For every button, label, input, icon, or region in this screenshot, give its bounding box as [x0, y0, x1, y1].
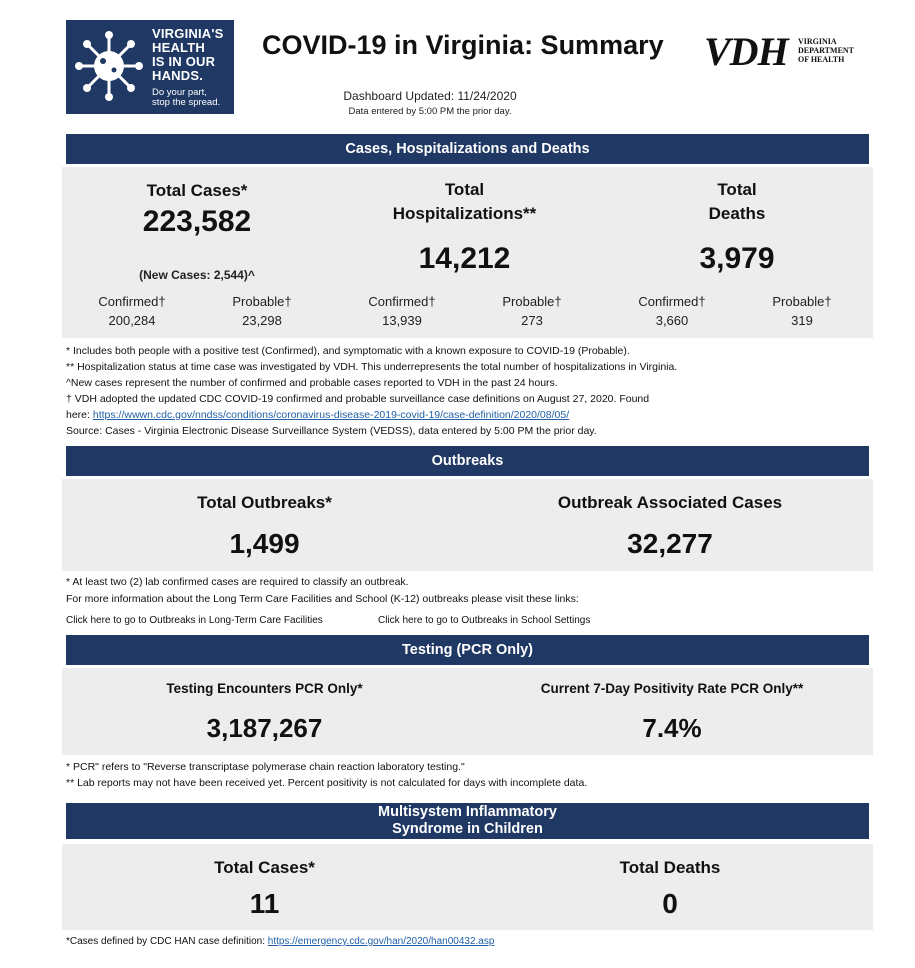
ltc-outbreaks-link[interactable]: Click here to go to Outbreaks in Long-Term Care Facilities: [66, 615, 323, 626]
deaths-probable-value: 319: [791, 313, 813, 328]
logo-line-1: VIRGINIA'S: [152, 26, 224, 41]
vdh-sub-line-3: OF HEALTH: [798, 55, 845, 64]
cases-source-note: Source: Cases - Virginia Electronic Disease Surveillance System (VEDSS), data entered by 5:00 PM the prior day.: [66, 425, 597, 437]
hosp-confirmed-label: Confirmed†: [368, 294, 436, 309]
testing-footnote-1: * PCR" refers to "Reverse transcriptase polymerase chain reaction laboratory testing.": [66, 761, 465, 773]
cases-footnote-2: ** Hospitalization status at time case was investigated by VDH. This underrepresents the total number of hospitalizations in Virginia.: [66, 361, 678, 373]
vdh-department-label: [798, 37, 854, 64]
virginia-health-logo: [66, 20, 234, 114]
misc-total-cases-value: 11: [249, 888, 280, 919]
logo-tagline-1: Do your part,: [152, 87, 207, 98]
outbreaks-section-header: Outbreaks: [66, 446, 869, 476]
cases-footnote-5: [66, 409, 569, 421]
deaths-confirmed-label: Confirmed†: [638, 294, 706, 309]
hospitalizations-label-line-2: Hospitalizations**: [392, 204, 537, 223]
hosp-probable-value: 273: [521, 313, 543, 328]
cases-confirmed-value: 200,284: [108, 313, 156, 328]
testing-encounters-value: 3,187,267: [206, 713, 323, 743]
hospitalizations-label-line-1: Total: [444, 180, 485, 199]
misc-section-header: [66, 803, 869, 839]
cases-footnote-1: * Includes both people with a positive test (Confirmed), and symptomatic with a known exposure to COVID-19 (Probable).: [66, 345, 630, 357]
logo-tagline-2: stop the spread.: [152, 97, 221, 108]
misc-panel: [62, 844, 873, 930]
outbreak-cases-label: Outbreak Associated Cases: [557, 493, 783, 512]
testing-section-header: Testing (PCR Only): [66, 635, 869, 665]
cdc-han-link[interactable]: https://emergency.cdc.gov/han/2020/han00432.asp: [267, 936, 495, 947]
hosp-probable-label: Probable†: [502, 294, 562, 309]
testing-panel: [62, 668, 873, 755]
virus-icon: [74, 28, 144, 104]
positivity-rate-label: Current 7-Day Positivity Rate PCR Only**: [540, 681, 804, 696]
cases-confirmed-label: Confirmed†: [98, 294, 166, 309]
misc-total-deaths-label: Total Deaths: [619, 858, 721, 877]
total-cases-value: 223,582: [142, 205, 252, 238]
new-cases: (New Cases: 2,544)^: [139, 268, 255, 282]
school-outbreaks-link[interactable]: Click here to go to Outbreaks in School Settings: [378, 615, 591, 626]
cases-footnote-5-prefix: here:: [66, 409, 93, 421]
hosp-confirmed-value: 13,939: [382, 313, 422, 328]
deaths-value: 3,979: [699, 242, 775, 275]
logo-line-4: HANDS.: [152, 68, 204, 83]
misc-footnote: [66, 936, 494, 947]
logo-line-2: HEALTH: [152, 40, 205, 55]
dashboard-updated: Dashboard Updated: 11/24/2020: [343, 89, 517, 103]
misc-total-deaths-value: 0: [662, 888, 678, 919]
deaths-confirmed-value: 3,660: [655, 313, 689, 328]
cases-probable-label: Probable†: [232, 294, 292, 309]
testing-footnote-2: ** Lab reports may not have been received yet. Percent positivity is not calculated for days with incomplete data.: [66, 777, 588, 789]
data-entered-note: Data entered by 5:00 PM the prior day.: [348, 106, 512, 117]
outbreak-cases-value: 32,277: [627, 528, 713, 559]
deaths-probable-label: Probable†: [772, 294, 832, 309]
vdh-sub-line-1: VIRGINIA: [798, 37, 837, 46]
misc-total-cases-label: Total Cases*: [214, 858, 315, 877]
outbreaks-footnote-2: For more information about the Long Term Care Facilities and School (K-12) outbreaks please visit these links:: [66, 593, 579, 605]
misc-section-title-line-1: Multisystem Inflammatory: [378, 804, 557, 820]
positivity-rate-value: 7.4%: [642, 713, 702, 743]
testing-encounters-label: Testing Encounters PCR Only*: [166, 681, 363, 696]
cases-section-header: Cases, Hospitalizations and Deaths: [66, 134, 869, 164]
outbreaks-panel: [62, 479, 873, 571]
deaths-label-line-1: Total: [717, 180, 757, 199]
outbreaks-footnote-1: * At least two (2) lab confirmed cases are required to classify an outbreak.: [66, 576, 409, 588]
deaths-label-line-2: Deaths: [708, 204, 766, 223]
cdc-case-definition-link[interactable]: https://wwwn.cdc.gov/nndss/conditions/coronavirus-disease-2019-covid-19/case-definition/2020/08/05/: [92, 409, 570, 421]
cases-footnote-3: ^New cases represent the number of confirmed and probable cases reported to VDH in the past 24 hours.: [66, 377, 558, 389]
vdh-logo: VDH: [704, 29, 788, 74]
page-title: COVID-19 in Virginia: Summary: [262, 30, 664, 60]
cases-footnote-4: † VDH adopted the updated CDC COVID-19 confirmed and probable surveillance case definitions on August 27, 2020. Found: [66, 393, 650, 405]
misc-section-title-line-2: Syndrome in Children: [392, 821, 543, 837]
logo-line-3: IS IN OUR: [152, 54, 216, 69]
total-outbreaks-label: Total Outbreaks*: [197, 493, 332, 512]
total-outbreaks-value: 1,499: [229, 528, 300, 559]
hospitalizations-value: 14,212: [418, 242, 511, 275]
cases-probable-value: 23,298: [242, 313, 282, 328]
total-cases-label: Total Cases*: [146, 181, 248, 200]
misc-footnote-prefix: *Cases defined by CDC HAN case definition:: [66, 936, 268, 947]
cases-panel: [62, 167, 873, 338]
vdh-sub-line-2: DEPARTMENT: [798, 46, 855, 55]
